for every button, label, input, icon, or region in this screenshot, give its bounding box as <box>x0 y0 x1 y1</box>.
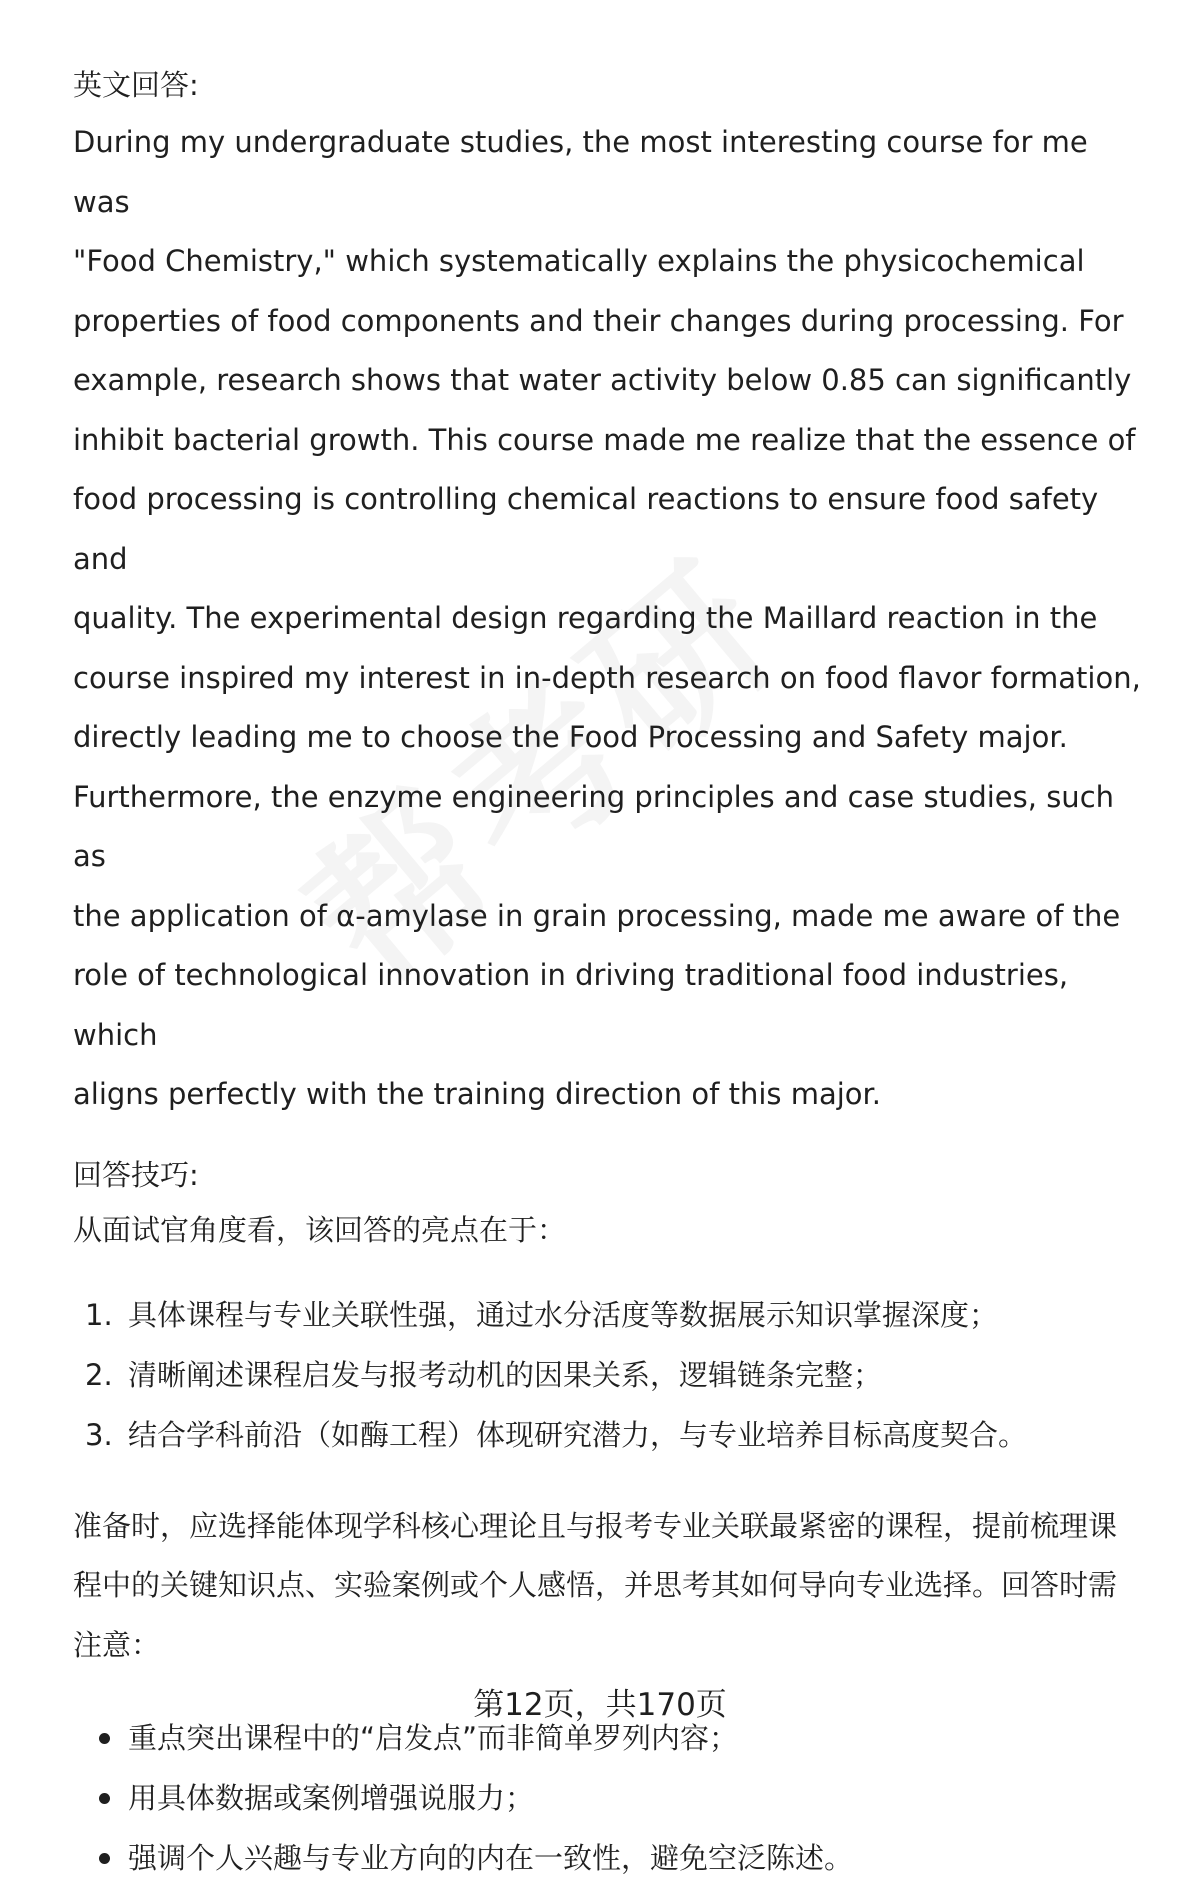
highlight-number: 2. <box>85 1357 113 1392</box>
english-answer-line: quality. The experimental design regarding the Maillard reaction in the <box>73 601 1098 635</box>
highlight-item <box>73 1285 1153 1345</box>
english-answer-line: example, research shows that water activity below 0.85 can significantly <box>73 363 1132 397</box>
note-item <box>73 1828 1153 1888</box>
english-answer-paragraph <box>73 113 1153 1125</box>
english-answer-line: role of technological innovation in driving traditional food industries, which <box>73 958 1069 1052</box>
english-answer-line: the application of α-amylase in grain processing, made me aware of the <box>73 898 1121 933</box>
note-item <box>73 1768 1153 1828</box>
bullet-icon <box>99 1793 110 1804</box>
page-number-footer: 第12页，共170页 <box>473 1687 727 1723</box>
tips-label: 回答技巧: <box>73 1157 199 1192</box>
page-content <box>73 65 1153 1888</box>
preparation-line: 注意： <box>73 1627 161 1662</box>
english-answer-line: course inspired my interest in in-depth research on food flavor formation, <box>73 660 1141 695</box>
english-answer-line: inhibit bacterial growth. This course made me realize that the essence of <box>73 422 1136 457</box>
preparation-line: 程中的关键知识点、实验案例或个人感悟，并思考其如何导向专业选择。回答时需 <box>73 1568 1118 1602</box>
preparation-line: 准备时，应选择能体现学科核心理论且与报考专业关联最紧密的课程，提前梳理课 <box>73 1508 1118 1543</box>
note-text: 重点突出课程中的“启发点”而非简单罗列内容； <box>128 1721 739 1755</box>
highlight-text: 清晰阐述课程启发与报考动机的因果关系，逻辑链条完整； <box>128 1357 883 1392</box>
english-answer-label: 英文回答: <box>73 68 199 102</box>
english-answer-line: During my undergraduate studies, the most interesting course for me was <box>73 125 1088 219</box>
highlight-text: 具体课程与专业关联性强，通过水分活度等数据展示知识掌握深度； <box>128 1297 999 1332</box>
highlights-list <box>73 1285 1153 1465</box>
note-text: 用具体数据或案例增强说服力； <box>128 1781 535 1815</box>
english-answer-line: "Food Chemistry," which systematically explains the physicochemical <box>73 244 1085 278</box>
english-answer-line: properties of food components and their changes during processing. For <box>73 303 1124 338</box>
highlight-text: 结合学科前沿（如酶工程）体现研究潜力，与专业培养目标高度契合。 <box>128 1417 1028 1452</box>
preparation-paragraph <box>73 1497 1153 1676</box>
highlight-item <box>73 1345 1153 1405</box>
bullet-icon <box>99 1733 110 1744</box>
english-answer-line: directly leading me to choose the Food Processing and Safety major. <box>73 720 1068 754</box>
tips-intro: 从面试官角度看，该回答的亮点在于： <box>73 1212 567 1247</box>
note-text: 强调个人兴趣与专业方向的内在一致性，避免空泛陈述。 <box>128 1841 854 1875</box>
english-answer-line: Furthermore, the enzyme engineering principles and case studies, such as <box>73 779 1115 873</box>
english-answer-line: aligns perfectly with the training direction of this major. <box>73 1077 882 1111</box>
highlight-number: 3. <box>85 1417 113 1452</box>
highlight-number: 1. <box>85 1297 113 1332</box>
highlight-item <box>73 1405 1153 1465</box>
bullet-icon <box>99 1853 110 1864</box>
notes-list <box>73 1708 1153 1888</box>
english-answer-line: food processing is controlling chemical reactions to ensure food safety and <box>73 482 1099 576</box>
